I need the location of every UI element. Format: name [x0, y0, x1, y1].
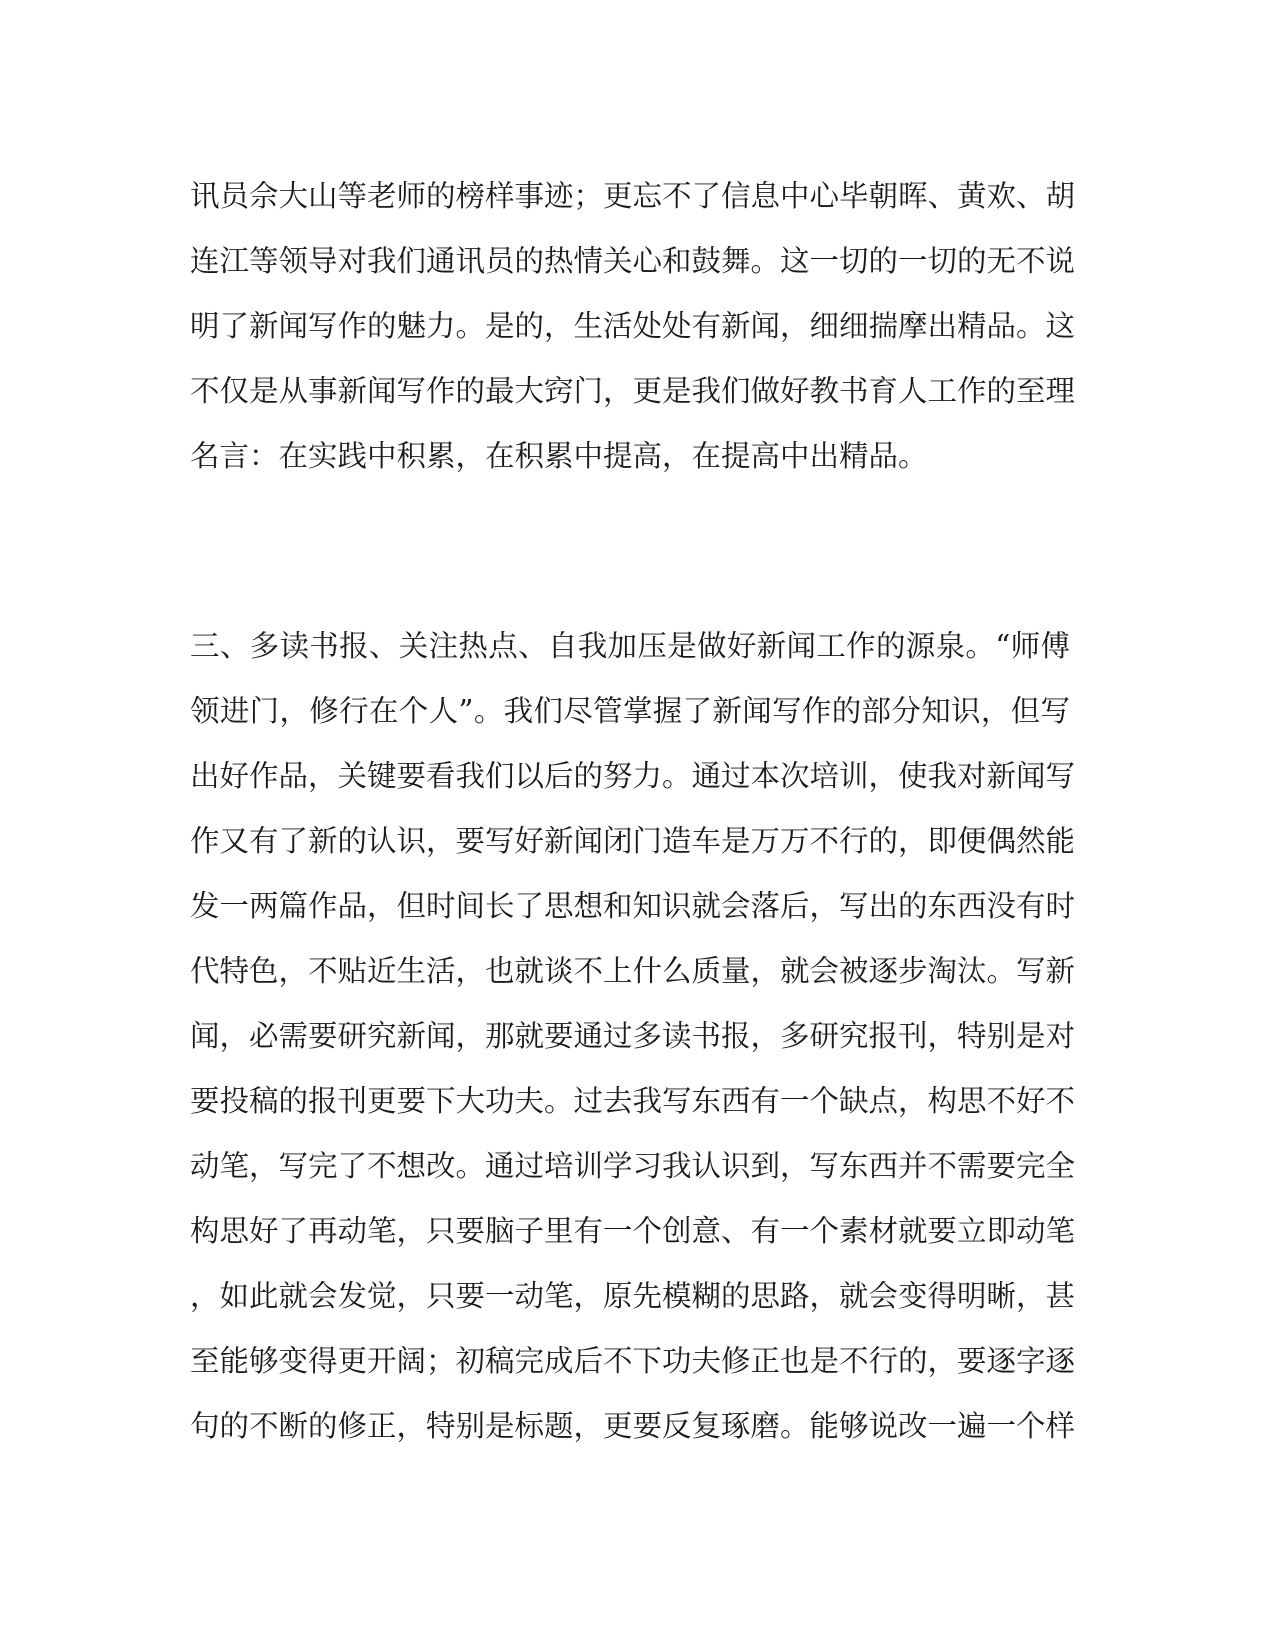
text-line: 明了新闻写作的魅力。是的，生活处处有新闻，细细揣摩出精品。这: [190, 309, 1076, 343]
text-line: 讯员佘大山等老师的榜样事迹；更忘不了信息中心毕朝晖、黄欢、胡: [190, 179, 1076, 213]
text-line: 不仅是从事新闻写作的最大窍门，更是我们做好教书育人工作的至理: [190, 374, 1076, 408]
text-line: 构思好了再动笔，只要脑子里有一个创意、有一个素材就要立即动笔: [190, 1214, 1076, 1248]
text-line: 三、多读书报、关注热点、自我加压是做好新闻工作的源泉。“师傅: [190, 629, 1070, 663]
text-line: ，如此就会发觉，只要一动笔，原先模糊的思路，就会变得明晰，甚: [190, 1279, 1076, 1313]
text-line: 闻，必需要研究新闻，那就要通过多读书报，多研究报刊，特别是对: [190, 1019, 1076, 1053]
text-line: 名言：在实践中积累，在积累中提高，在提高中出精品。: [190, 439, 928, 473]
text-line: 至能够变得更开阔；初稿完成后不下功夫修正也是不行的，要逐字逐: [190, 1344, 1076, 1378]
text-line: 句的不断的修正，特别是标题，更要反复琢磨。能够说改一遍一个样: [190, 1409, 1076, 1443]
text-line: 发一两篇作品，但时间长了思想和知识就会落后，写出的东西没有时: [190, 889, 1076, 923]
text-line: 代特色，不贴近生活，也就谈不上什么质量，就会被逐步淘汰。写新: [190, 954, 1076, 988]
text-line: 动笔，写完了不想改。通过培训学习我认识到，写东西并不需要完全: [190, 1149, 1076, 1183]
text-line: 连江等领导对我们通讯员的热情关心和鼓舞。这一切的一切的无不说: [190, 244, 1076, 278]
text-line: 出好作品，关键要看我们以后的努力。通过本次培训，使我对新闻写: [190, 759, 1076, 793]
text-line: 作又有了新的认识，要写好新闻闭门造车是万万不行的，即便偶然能: [190, 824, 1076, 858]
paragraph-1: [190, 164, 1076, 489]
text-line: 领进门，修行在个人”。我们尽管掌握了新闻写作的部分知识，但写: [190, 694, 1070, 728]
paragraph-2: [190, 614, 1076, 1459]
text-line: 要投稿的报刊更要下大功夫。过去我写东西有一个缺点，构思不好不: [190, 1084, 1076, 1118]
